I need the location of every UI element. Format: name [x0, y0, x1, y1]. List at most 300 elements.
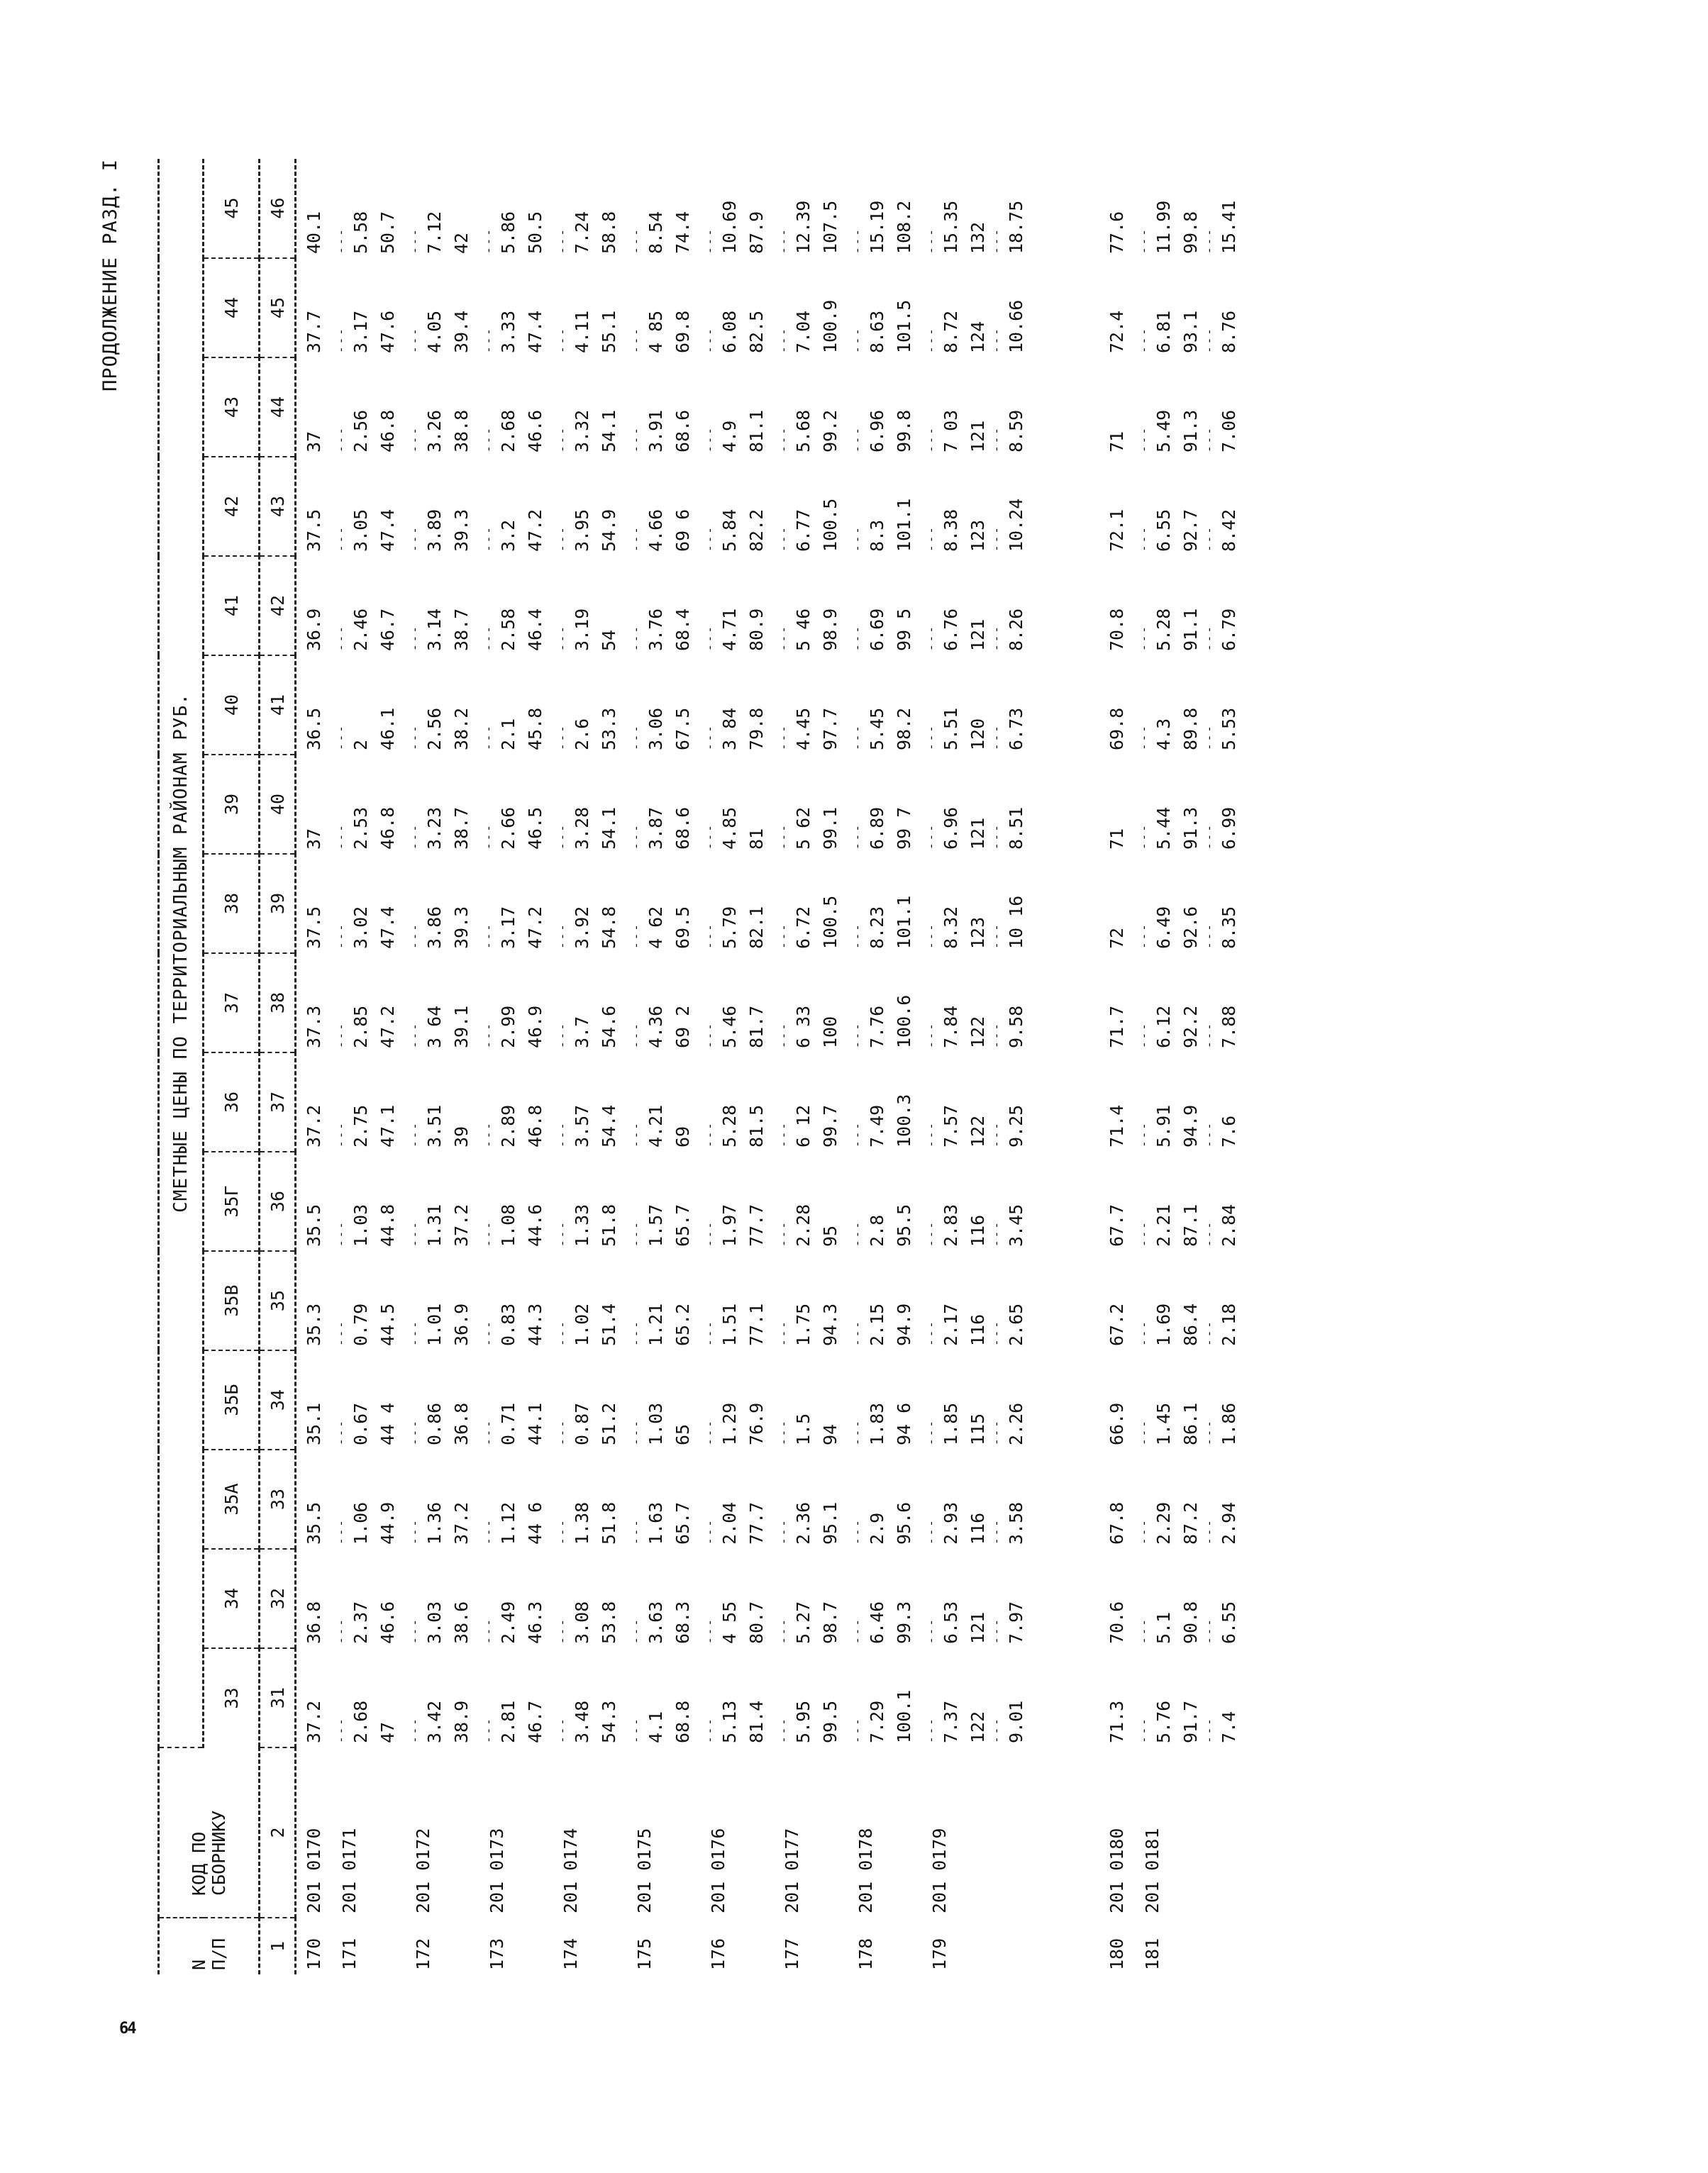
price-value: 5.46: [719, 1005, 740, 1048]
price-value: 116: [967, 1214, 988, 1247]
price-value: 3.2: [498, 519, 518, 552]
price-cell: [848, 1549, 922, 1648]
price-cell: [1099, 1052, 1135, 1152]
price-value: 4.71: [719, 608, 740, 651]
row-code: 201 0176: [708, 1828, 728, 1913]
row-number: 172: [413, 1938, 433, 1970]
price-value: 6.77: [793, 508, 814, 552]
row-code: 201 0174: [560, 1828, 581, 1913]
price-cell: [848, 1251, 922, 1350]
price-value: 11.99: [1153, 200, 1174, 254]
price-cell: [553, 1052, 627, 1152]
price-cell: [553, 357, 627, 457]
separator: ---: [777, 1617, 790, 1644]
price-cell: [627, 1251, 701, 1350]
price-value: 5.13: [719, 1700, 740, 1743]
price-value: 123: [967, 519, 988, 552]
separator: ---: [334, 1418, 348, 1445]
price-value: 87.1: [1180, 1204, 1201, 1247]
price-value: 68.6: [672, 806, 693, 850]
price-cell: [1135, 258, 1247, 357]
price-cell: [1135, 1251, 1247, 1350]
price-value: 100.1: [894, 1689, 914, 1743]
price-cell: [296, 258, 333, 357]
separator: ---: [850, 1716, 864, 1743]
price-value: 1.29: [719, 1402, 740, 1445]
separator: ---: [482, 723, 495, 750]
price-value: 1.97: [719, 1204, 740, 1247]
separator: ---: [1202, 1518, 1216, 1545]
price-value: 4.45: [793, 707, 814, 750]
price-cell: [296, 655, 333, 755]
separator: ---: [555, 723, 569, 750]
price-cell: [1099, 1350, 1135, 1450]
price-value: 8.32: [941, 906, 961, 949]
price-value: 8.26: [1006, 608, 1026, 651]
price-cell: [848, 1052, 922, 1152]
separator: ---: [777, 227, 790, 254]
separator: ---: [482, 227, 495, 254]
price-value: 47.6: [377, 310, 398, 353]
separator: ---: [777, 1121, 790, 1147]
price-value: 6 12: [793, 1104, 814, 1147]
price-cell: [922, 159, 1034, 258]
separator: ---: [334, 1716, 348, 1743]
price-cell: [296, 1251, 333, 1350]
separator: ---: [703, 326, 716, 353]
price-value: 94.3: [820, 1303, 841, 1346]
separator: ---: [1137, 1418, 1150, 1445]
col-code-label-line2: СБОРНИКУ: [208, 1810, 229, 1896]
price-cell: [848, 1450, 922, 1549]
separator: ---: [482, 1518, 495, 1545]
price-cell: [479, 556, 553, 655]
price-value: 3.17: [350, 310, 371, 353]
price-value: 8.72: [941, 310, 961, 353]
price-value: 2.46: [350, 608, 371, 651]
separator: ---: [408, 326, 421, 353]
row-number: 178: [855, 1938, 876, 1970]
price-value: 107.5: [820, 200, 841, 254]
separator: ---: [703, 1418, 716, 1445]
price-value: 99.2: [820, 409, 841, 452]
price-cell: [332, 457, 406, 556]
price-value: 36.9: [451, 1303, 472, 1346]
table-row: [775, 159, 848, 1974]
price-cell: [1099, 1152, 1135, 1251]
price-value: 47.4: [377, 508, 398, 552]
page-header: ПРОДОЛЖЕНИЕ РАЗД. I: [99, 159, 121, 391]
price-cell: [922, 258, 1034, 357]
row-code: 201 0177: [782, 1828, 802, 1913]
separator: ---: [924, 426, 938, 452]
price-value: 1.38: [572, 1501, 592, 1545]
separator: ---: [555, 426, 569, 452]
price-cell: [701, 1549, 775, 1648]
column-index: 31: [260, 1648, 296, 1747]
price-value: 46.7: [525, 1700, 545, 1743]
price-value: 10.24: [1006, 498, 1026, 552]
price-value: 1.83: [867, 1402, 887, 1445]
separator: ---: [1202, 426, 1216, 452]
price-value: 8.59: [1006, 409, 1026, 452]
price-cell: [296, 1052, 333, 1152]
price-value: 81.7: [746, 1005, 767, 1048]
separator: ---: [850, 227, 864, 254]
price-value: 3.02: [350, 906, 371, 949]
separator: ---: [1137, 922, 1150, 949]
price-cell: [332, 258, 406, 357]
separator: ---: [408, 227, 421, 254]
column-index: 39: [260, 854, 296, 953]
separator: ---: [777, 426, 790, 452]
price-cell: [479, 755, 553, 854]
price-value: 1.02: [572, 1303, 592, 1346]
price-value: 38.2: [451, 707, 472, 750]
separator: ---: [924, 1518, 938, 1545]
region-header: 41: [204, 556, 260, 655]
price-value: 3.95: [572, 508, 592, 552]
price-value: 115: [967, 1413, 988, 1445]
price-value: 1.03: [350, 1204, 371, 1247]
price-value: 121: [967, 420, 988, 452]
separator: ---: [850, 624, 864, 651]
price-value: 2.56: [350, 409, 371, 452]
price-cell: [848, 159, 922, 258]
price-value: 6.73: [1006, 707, 1026, 750]
separator: ---: [1202, 823, 1216, 850]
price-value: 2.29: [1153, 1501, 1174, 1545]
row-code: 201 0172: [413, 1828, 433, 1913]
price-cell: [848, 1350, 922, 1450]
column-index: 38: [260, 953, 296, 1052]
column-index: 40: [260, 755, 296, 854]
price-value: 100: [820, 1016, 841, 1048]
price-cell: [775, 1450, 848, 1549]
separator: ---: [629, 1518, 643, 1545]
price-value: 1.85: [941, 1402, 961, 1445]
price-value: 54.3: [599, 1700, 619, 1743]
separator: ---: [334, 1220, 348, 1247]
price-value: 9.01: [1006, 1700, 1026, 1743]
price-cell: [553, 655, 627, 755]
separator: ---: [924, 922, 938, 949]
price-value: 72.1: [1107, 508, 1127, 552]
price-cell: [296, 953, 333, 1052]
separator: ---: [408, 525, 421, 552]
price-value: 95: [820, 1225, 841, 1247]
separator: ---: [334, 1518, 348, 1545]
price-value: 50.5: [525, 211, 545, 254]
price-value: 6.69: [867, 608, 887, 651]
separator: ---: [703, 823, 716, 850]
price-value: 94 6: [894, 1402, 914, 1445]
price-value: 4 55: [719, 1601, 740, 1644]
price-value: 2.37: [350, 1601, 371, 1644]
price-cell: [296, 556, 333, 655]
price-value: 100.5: [820, 895, 841, 949]
price-cell: [701, 258, 775, 357]
price-value: 6.55: [1153, 508, 1174, 552]
price-value: 7.37: [941, 1700, 961, 1743]
price-value: 69.5: [672, 906, 693, 949]
price-value: 67.7: [1107, 1204, 1127, 1247]
price-value: 98.2: [894, 707, 914, 750]
price-value: 4.11: [572, 310, 592, 353]
price-cell: [701, 1450, 775, 1549]
separator: ---: [1137, 1021, 1150, 1048]
price-value: 91.1: [1180, 608, 1201, 651]
price-cell: [479, 457, 553, 556]
price-value: 6.76: [941, 608, 961, 651]
separator: ---: [850, 922, 864, 949]
price-value: 90.8: [1180, 1601, 1201, 1644]
group-title: СМЕТНЫЕ ЦЕНЫ ПО ТЕРРИТОРИАЛЬНЫМ РАЙОНАМ РУБ.: [159, 159, 204, 1747]
separator: ---: [850, 1418, 864, 1445]
price-value: 69 6: [672, 508, 693, 552]
separator: ---: [334, 723, 348, 750]
price-value: 39: [451, 1126, 472, 1147]
price-value: 5.28: [719, 1104, 740, 1147]
separator: ---: [1202, 1121, 1216, 1147]
price-value: 7.57: [941, 1104, 961, 1147]
price-value: 45.8: [525, 707, 545, 750]
price-value: 46.9: [525, 1005, 545, 1048]
price-value: 8.35: [1219, 906, 1239, 949]
price-cell: [922, 556, 1034, 655]
price-value: 1.63: [645, 1501, 666, 1545]
table-row: [922, 159, 1034, 1974]
separator: ---: [777, 326, 790, 353]
price-value: 15.41: [1219, 200, 1239, 254]
price-cell: [848, 258, 922, 357]
price-value: 81: [746, 828, 767, 850]
separator: ---: [1137, 426, 1150, 452]
price-value: 37.2: [451, 1204, 472, 1247]
separator: ---: [555, 227, 569, 254]
price-cell: [406, 1549, 479, 1648]
price-value: 2.04: [719, 1501, 740, 1545]
price-value: 8.51: [1006, 806, 1026, 850]
price-value: 94: [820, 1423, 841, 1445]
separator: ---: [1137, 723, 1150, 750]
price-value: 40.1: [304, 211, 324, 254]
price-value: 2.85: [350, 1005, 371, 1048]
price-cell: [406, 655, 479, 755]
separator: ---: [1137, 326, 1150, 353]
price-cell: [775, 1648, 848, 1747]
row-number: 174: [560, 1938, 581, 1970]
price-value: 3.63: [645, 1601, 666, 1644]
price-cell: [296, 1152, 333, 1251]
separator: ---: [924, 1418, 938, 1445]
price-table: [157, 159, 1247, 1974]
price-value: 121: [967, 817, 988, 850]
price-cell: [922, 854, 1034, 953]
price-value: 3.08: [572, 1601, 592, 1644]
separator: ---: [1202, 1220, 1216, 1247]
price-value: 8.38: [941, 508, 961, 552]
price-value: 81.5: [746, 1104, 767, 1147]
separator: ---: [408, 624, 421, 651]
table-row: [479, 159, 553, 1974]
price-cell: [406, 556, 479, 655]
price-cell: [627, 1549, 701, 1648]
price-value: 6.12: [1153, 1005, 1174, 1048]
price-value: 44 6: [525, 1501, 545, 1545]
price-value: 3.45: [1006, 1204, 1026, 1247]
price-cell: [406, 1152, 479, 1251]
price-value: 3.28: [572, 806, 592, 850]
price-cell: [332, 1549, 406, 1648]
table-row: [627, 159, 701, 1974]
price-value: 80.9: [746, 608, 767, 651]
price-value: 37.3: [304, 1005, 324, 1048]
price-value: 3.14: [424, 608, 445, 651]
price-value: 8.63: [867, 310, 887, 353]
price-cell: [848, 854, 922, 953]
separator: ---: [555, 624, 569, 651]
price-value: 69.8: [1107, 707, 1127, 750]
separator: ---: [703, 1121, 716, 1147]
price-value: 38.7: [451, 608, 472, 651]
price-cell: [701, 1648, 775, 1747]
price-value: 7.4: [1219, 1711, 1239, 1743]
price-value: 44.9: [377, 1501, 398, 1545]
price-value: 2.53: [350, 806, 371, 850]
price-value: 1.01: [424, 1303, 445, 1346]
price-cell: [479, 1152, 553, 1251]
price-cell: [775, 953, 848, 1052]
price-value: 1.21: [645, 1303, 666, 1346]
separator: ---: [924, 1319, 938, 1346]
price-cell: [627, 755, 701, 854]
price-value: 8.54: [645, 211, 666, 254]
price-value: 87.9: [746, 211, 767, 254]
separator: ---: [703, 723, 716, 750]
price-value: 35.5: [304, 1204, 324, 1247]
price-value: 54.9: [599, 508, 619, 552]
region-header: 33: [221, 1687, 242, 1709]
separator: ---: [334, 426, 348, 452]
separator: ---: [989, 922, 1003, 949]
price-cell: [775, 1152, 848, 1251]
price-cell: [701, 357, 775, 457]
price-value: 47.2: [525, 906, 545, 949]
price-value: 3.23: [424, 806, 445, 850]
price-value: 4.3: [1153, 718, 1174, 750]
price-value: 65: [672, 1423, 693, 1445]
col-np-header: [159, 1918, 260, 1974]
column-index: 37: [260, 1052, 296, 1152]
price-cell: [296, 1648, 333, 1747]
separator: ---: [482, 1220, 495, 1247]
price-value: 3.7: [572, 1016, 592, 1048]
price-value: 0.71: [498, 1402, 518, 1445]
price-value: 5.95: [793, 1700, 814, 1743]
column-index: 32: [260, 1549, 296, 1648]
price-value: 4.85: [719, 806, 740, 850]
separator: ---: [777, 1518, 790, 1545]
separator: ---: [555, 922, 569, 949]
price-cell: [406, 1251, 479, 1350]
price-value: 0.83: [498, 1303, 518, 1346]
price-value: 2.94: [1219, 1501, 1239, 1545]
price-value: 54.8: [599, 906, 619, 949]
separator: ---: [703, 1319, 716, 1346]
separator: ---: [555, 525, 569, 552]
price-value: 120: [967, 718, 988, 750]
separator: ---: [989, 1518, 1003, 1545]
price-value: 6 33: [793, 1005, 814, 1048]
price-value: 122: [967, 1711, 988, 1743]
price-value: 2.83: [941, 1204, 961, 1247]
separator: ---: [924, 227, 938, 254]
price-value: 46.1: [377, 707, 398, 750]
price-value: 9.58: [1006, 1005, 1026, 1048]
price-value: 79.8: [746, 707, 767, 750]
price-value: 44.8: [377, 1204, 398, 1247]
price-value: 99.8: [1180, 211, 1201, 254]
separator: ---: [777, 823, 790, 850]
price-value: 6.99: [1219, 806, 1239, 850]
price-value: 1.03: [645, 1402, 666, 1445]
price-value: 76.9: [746, 1402, 767, 1445]
column-index: 36: [260, 1152, 296, 1251]
price-value: 95.5: [894, 1204, 914, 1247]
price-value: 4.9: [719, 420, 740, 452]
price-value: 65.7: [672, 1204, 693, 1247]
price-value: 5.91: [1153, 1104, 1174, 1147]
price-value: 99.8: [894, 409, 914, 452]
separator: ---: [408, 1617, 421, 1644]
price-value: 54.1: [599, 409, 619, 452]
price-cell: [1099, 556, 1135, 655]
price-cell: [332, 854, 406, 953]
separator: ---: [334, 326, 348, 353]
price-cell: [848, 556, 922, 655]
price-value: 38.6: [451, 1601, 472, 1644]
price-cell: [1135, 1052, 1247, 1152]
price-cell: [775, 1052, 848, 1152]
separator: ---: [989, 1418, 1003, 1445]
price-value: 2.75: [350, 1104, 371, 1147]
separator: ---: [924, 1121, 938, 1147]
price-value: 122: [967, 1115, 988, 1147]
separator: ---: [1137, 1617, 1150, 1644]
separator: ---: [482, 1617, 495, 1644]
price-value: 46.4: [525, 608, 545, 651]
price-value: 47.4: [525, 310, 545, 353]
separator: ---: [482, 922, 495, 949]
separator: ---: [1202, 227, 1216, 254]
table-row: [296, 159, 333, 1974]
price-value: 7.88: [1219, 1005, 1239, 1048]
price-value: 38.7: [451, 806, 472, 850]
price-value: 80.7: [746, 1601, 767, 1644]
region-header: 35Б: [204, 1350, 260, 1450]
price-cell: [627, 854, 701, 953]
price-value: 8.42: [1219, 508, 1239, 552]
separator: ---: [1202, 1418, 1216, 1445]
price-cell: [332, 953, 406, 1052]
column-index: 46: [260, 159, 296, 258]
price-value: 10.69: [719, 200, 740, 254]
price-value: 54: [599, 629, 619, 651]
price-value: 47: [377, 1721, 398, 1743]
price-value: 91.7: [1180, 1700, 1201, 1743]
separator: ---: [1202, 624, 1216, 651]
